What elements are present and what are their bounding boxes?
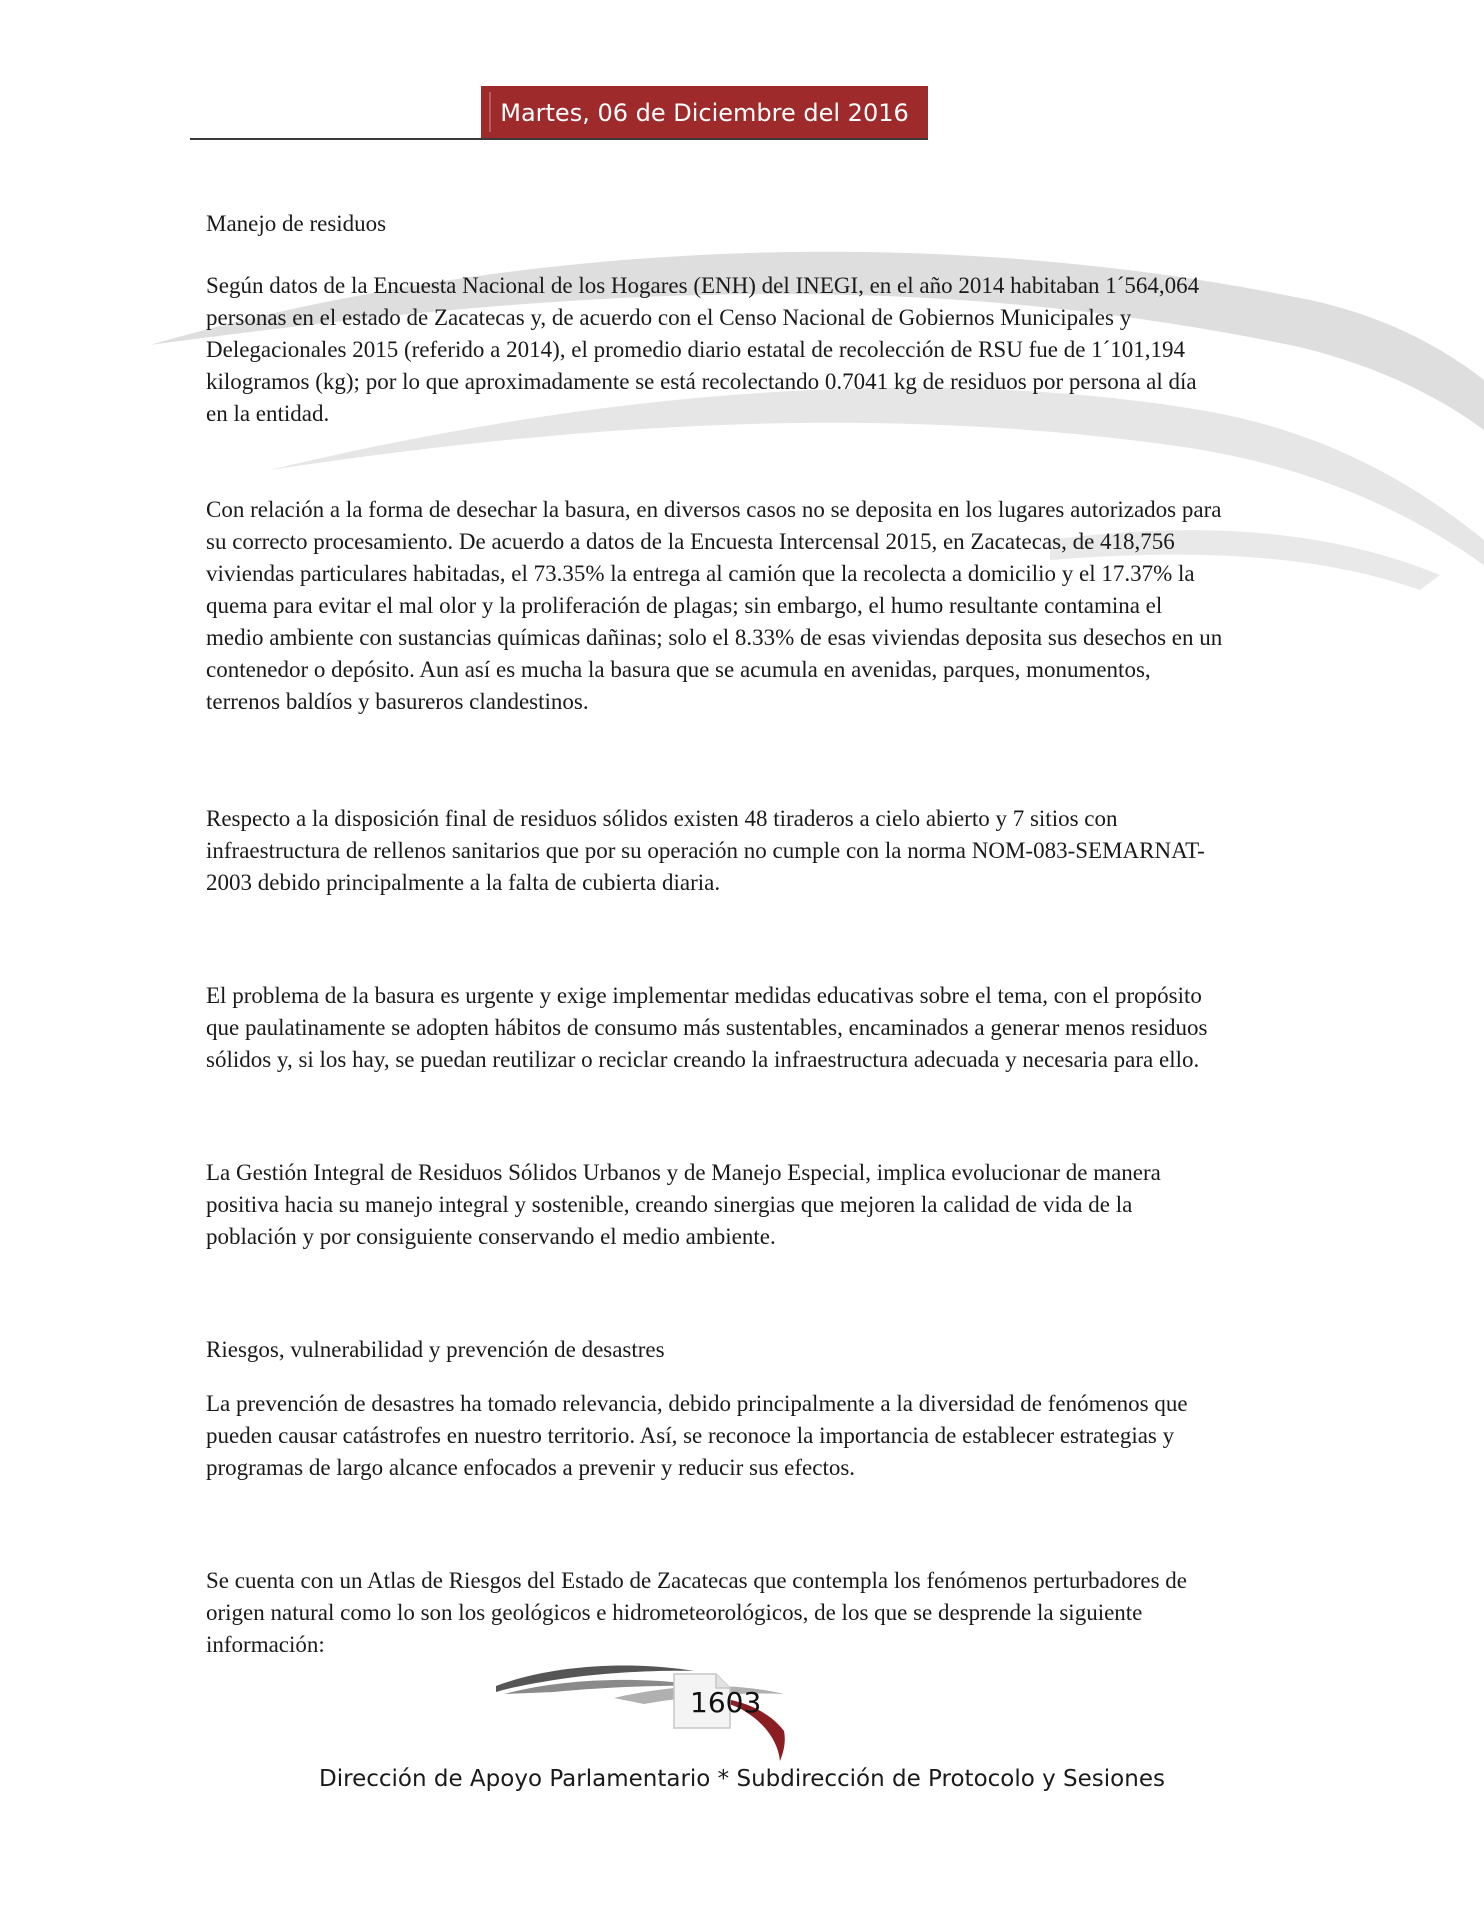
paragraph-risk-atlas: Se cuenta con un Atlas de Riesgos del Estado de Zacatecas que contempla los fenómenos perturbadores de origen natural como lo son los geológicos e hidrometeorológicos, de los que se desprende la siguiente información: bbox=[206, 1568, 1188, 1657]
footer-text: Dirección de Apoyo Parlamentario * Subdirección de Protocolo y Sesiones bbox=[319, 1766, 1165, 1792]
page-number: 1603 bbox=[690, 1686, 762, 1719]
header-rule bbox=[190, 138, 928, 140]
section-heading-waste: Manejo de residuos bbox=[206, 211, 387, 236]
footer-logo bbox=[494, 1656, 824, 1766]
paragraph-prevention: La prevención de desastres ha tomado relevancia, debido principalmente a la diversidad de fenómenos que pueden causar catástrofes en nuestro territorio. Así, se reconoce la importancia de establecer estrategias y programas de largo alcance enfocados a prevenir y reducir sus efectos. bbox=[206, 1391, 1188, 1480]
paragraph-disposal-methods: Con relación a la forma de desechar la basura, en diversos casos no se deposita en los lugares autorizados para su correcto procesamiento. De acuerdo a datos de la Encuesta Intercensal 2015, en Zacatecas, de 418,756 viviendas particulares habitadas, el 73.35% la entrega al camión que la recolecta a domicilio y el 17.37% la quema para evitar el mal olor y la proliferación de plagas; sin embargo, el humo resultante contamina el medio ambiente con sustancias químicas dañinas; solo el 8.33% de esas viviendas deposita sus desechos en un contenedor o depósito. Aun así es mucha la basura que se acumula en avenidas, parques, monumentos, terrenos baldíos y basureros clandestinos. bbox=[206, 497, 1223, 714]
paragraph-urgency: El problema de la basura es urgente y exige implementar medidas educativas sobre el tema, con el propósito que paulatinamente se adopten hábitos de consumo más sustentables, encaminados a generar menos residuos sólidos y, si los hay, se puedan reutilizar o reciclar creando la infraestructura adecuada y necesaria para ello. bbox=[206, 983, 1208, 1072]
date-banner bbox=[481, 86, 928, 138]
date-text: Martes, 06 de Diciembre del 2016 bbox=[500, 99, 909, 127]
paragraph-integral-management: La Gestión Integral de Residuos Sólidos Urbanos y de Manejo Especial, implica evolucionar de manera positiva hacia su manejo integral y sostenible, creando sinergias que mejoren la calidad de vida de la población y por consiguiente conservando el medio ambiente. bbox=[206, 1160, 1161, 1249]
paragraph-final-disposal: Respecto a la disposición final de residuos sólidos existen 48 tiraderos a cielo abierto y 7 sitios con infraestructura de rellenos sanitarios que por su operación no cumple con la norma NOM-083-SEMARNAT- 2003 debido principalmente a la falta de cubierta diaria. bbox=[206, 806, 1205, 895]
section-heading-risk: Riesgos, vulnerabilidad y prevención de desastres bbox=[206, 1337, 665, 1362]
paragraph-waste-data: Según datos de la Encuesta Nacional de los Hogares (ENH) del INEGI, en el año 2014 habitaban 1´564,064 personas en el estado de Zacatecas y, de acuerdo con el Censo Nacional de Gobiernos Municipales y Delegacionales 2015 (referido a 2014), el promedio diario estatal de recolección de RSU fue de 1´101,194 kilogramos (kg); por lo que aproximadamente se está recolectando 0.7041 kg de residuos por persona al día en la entidad. bbox=[206, 273, 1200, 426]
document-body bbox=[206, 200, 1306, 1661]
